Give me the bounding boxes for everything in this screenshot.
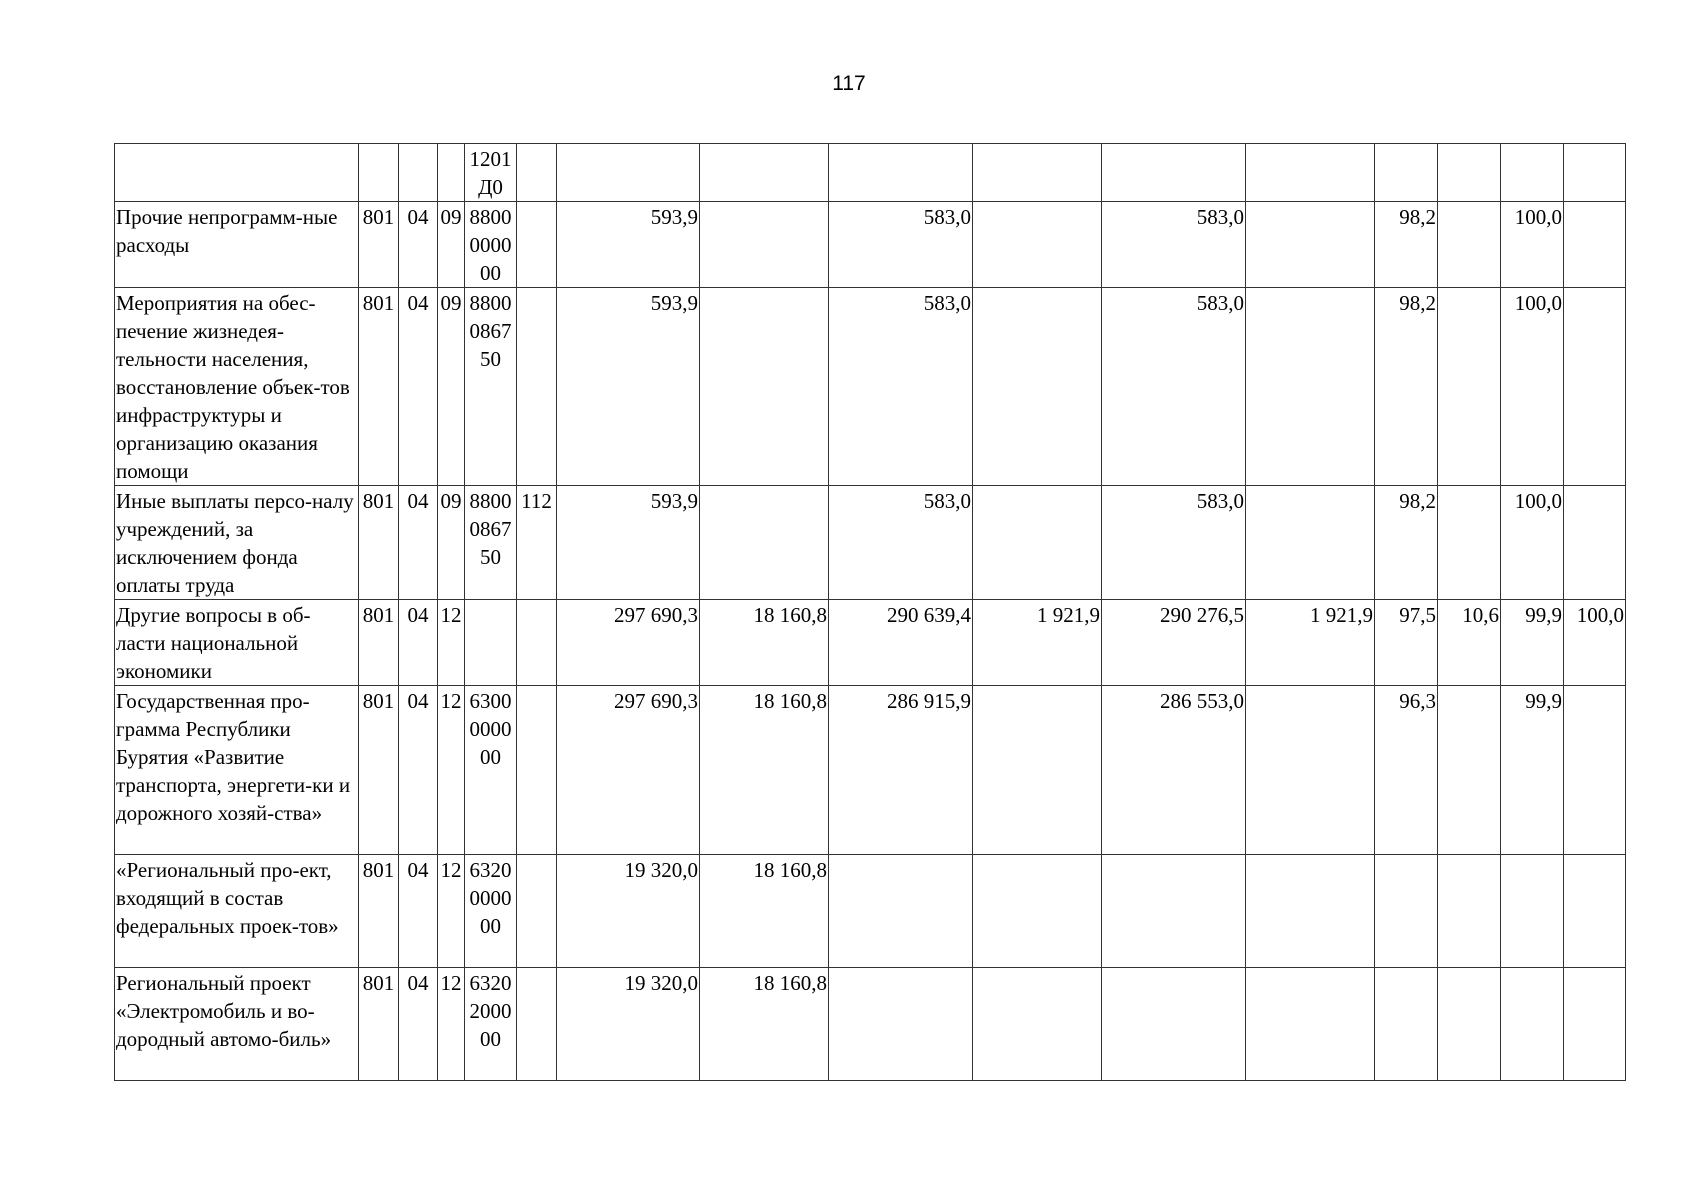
value-cell: 18 160,8: [700, 600, 829, 686]
value-cell: 583,0: [829, 486, 973, 600]
expense-type-code: [517, 855, 557, 968]
value-cell: 593,9: [557, 288, 700, 486]
value-cell: [1246, 202, 1375, 288]
row-name: «Региональный про-ект, входящий в состав федеральных проек-тов»: [115, 855, 359, 968]
value-cell: [1246, 686, 1375, 855]
percent-cell: [1564, 144, 1626, 202]
percent-cell: [1375, 144, 1438, 202]
expense-type-code: [517, 144, 557, 202]
ved-code: [359, 144, 399, 202]
percent-cell: [1438, 288, 1501, 486]
value-cell: 290 276,5: [1102, 600, 1246, 686]
value-cell: 583,0: [1102, 202, 1246, 288]
section-code: 04: [399, 202, 438, 288]
value-cell: [1246, 968, 1375, 1081]
target-article-code: 8800086750: [465, 288, 517, 486]
subsection-code: 09: [438, 202, 465, 288]
value-cell: [973, 855, 1102, 968]
row-name: Мероприятия на обес-печение жизнедея-тельности населения, восстановление объек-тов инфраструктуры и организацию оказания помощи: [115, 288, 359, 486]
value-cell: [973, 686, 1102, 855]
subsection-code: 12: [438, 968, 465, 1081]
percent-cell: [1438, 968, 1501, 1081]
table-row: [115, 486, 1626, 600]
percent-cell: [1375, 855, 1438, 968]
percent-cell: [1564, 486, 1626, 600]
value-cell: 18 160,8: [700, 968, 829, 1081]
section-code: 04: [399, 968, 438, 1081]
value-cell: 19 320,0: [557, 968, 700, 1081]
table-row: [115, 144, 1626, 202]
value-cell: [829, 855, 973, 968]
value-cell: 593,9: [557, 486, 700, 600]
value-cell: 1 921,9: [1246, 600, 1375, 686]
expense-type-code: [517, 202, 557, 288]
value-cell: [1102, 968, 1246, 1081]
value-cell: 583,0: [1102, 288, 1246, 486]
value-cell: [973, 288, 1102, 486]
value-cell: 286 553,0: [1102, 686, 1246, 855]
table-row: [115, 968, 1626, 1081]
target-article-code: 6320000000: [465, 855, 517, 968]
percent-cell: [1438, 202, 1501, 288]
percent-cell: 100,0: [1564, 600, 1626, 686]
percent-cell: 99,9: [1501, 686, 1564, 855]
ved-code: 801: [359, 968, 399, 1081]
value-cell: [829, 144, 973, 202]
row-name: Другие вопросы в об-ласти национальной экономики: [115, 600, 359, 686]
ved-code: 801: [359, 855, 399, 968]
row-name: [115, 144, 359, 202]
target-article-code: 8800086750: [465, 486, 517, 600]
ved-code: 801: [359, 600, 399, 686]
subsection-code: 12: [438, 686, 465, 855]
expense-type-code: [517, 968, 557, 1081]
value-cell: 593,9: [557, 202, 700, 288]
value-cell: [1102, 855, 1246, 968]
value-cell: [973, 968, 1102, 1081]
expense-type-code: 112: [517, 486, 557, 600]
value-cell: 19 320,0: [557, 855, 700, 968]
section-code: 04: [399, 486, 438, 600]
value-cell: [973, 486, 1102, 600]
row-name: Государственная про-грамма Республики Бурятия «Развитие транспорта, энергети-ки и дорожного хозяй-ства»: [115, 686, 359, 855]
percent-cell: 98,2: [1375, 486, 1438, 600]
value-cell: 583,0: [1102, 486, 1246, 600]
value-cell: [1246, 486, 1375, 600]
table-row: [115, 686, 1626, 855]
percent-cell: 100,0: [1501, 486, 1564, 600]
target-article-code: [465, 600, 517, 686]
ved-code: 801: [359, 686, 399, 855]
subsection-code: 12: [438, 600, 465, 686]
percent-cell: [1564, 202, 1626, 288]
percent-cell: 96,3: [1375, 686, 1438, 855]
percent-cell: [1438, 486, 1501, 600]
percent-cell: [1438, 855, 1501, 968]
expense-type-code: [517, 600, 557, 686]
value-cell: [973, 144, 1102, 202]
ved-code: 801: [359, 202, 399, 288]
value-cell: 1 921,9: [973, 600, 1102, 686]
section-code: 04: [399, 288, 438, 486]
value-cell: 297 690,3: [557, 686, 700, 855]
percent-cell: 100,0: [1501, 202, 1564, 288]
percent-cell: 100,0: [1501, 288, 1564, 486]
percent-cell: [1501, 968, 1564, 1081]
page-number: 117: [832, 72, 866, 95]
budget-table: [114, 143, 1626, 1081]
table-row: [115, 202, 1626, 288]
percent-cell: 97,5: [1375, 600, 1438, 686]
percent-cell: 98,2: [1375, 202, 1438, 288]
percent-cell: [1438, 686, 1501, 855]
value-cell: 18 160,8: [700, 855, 829, 968]
value-cell: [1246, 855, 1375, 968]
table-row: [115, 600, 1626, 686]
row-name: Иные выплаты персо-налу учреждений, за исключением фонда оплаты труда: [115, 486, 359, 600]
percent-cell: [1501, 144, 1564, 202]
subsection-code: 09: [438, 288, 465, 486]
percent-cell: 10,6: [1438, 600, 1501, 686]
table-row: [115, 288, 1626, 486]
target-article-code: 6320200000: [465, 968, 517, 1081]
target-article-code: 6300000000: [465, 686, 517, 855]
value-cell: [1102, 144, 1246, 202]
value-cell: 18 160,8: [700, 686, 829, 855]
value-cell: 583,0: [829, 288, 973, 486]
value-cell: [700, 202, 829, 288]
value-cell: [1246, 144, 1375, 202]
percent-cell: [1564, 686, 1626, 855]
expense-type-code: [517, 288, 557, 486]
percent-cell: [1375, 968, 1438, 1081]
value-cell: 286 915,9: [829, 686, 973, 855]
row-name: Прочие непрограмм-ные расходы: [115, 202, 359, 288]
subsection-code: [438, 144, 465, 202]
percent-cell: [1501, 855, 1564, 968]
target-article-code: 1201Д0: [465, 144, 517, 202]
subsection-code: 12: [438, 855, 465, 968]
section-code: 04: [399, 686, 438, 855]
value-cell: [1246, 288, 1375, 486]
value-cell: [700, 486, 829, 600]
section-code: 04: [399, 600, 438, 686]
expense-type-code: [517, 686, 557, 855]
value-cell: [973, 202, 1102, 288]
value-cell: [829, 968, 973, 1081]
value-cell: 297 690,3: [557, 600, 700, 686]
row-name: Региональный проект «Электромобиль и во-дородный автомо-биль»: [115, 968, 359, 1081]
value-cell: 290 639,4: [829, 600, 973, 686]
value-cell: 583,0: [829, 202, 973, 288]
section-code: 04: [399, 855, 438, 968]
percent-cell: [1564, 288, 1626, 486]
percent-cell: 99,9: [1501, 600, 1564, 686]
section-code: [399, 144, 438, 202]
value-cell: [700, 144, 829, 202]
value-cell: [700, 288, 829, 486]
subsection-code: 09: [438, 486, 465, 600]
percent-cell: 98,2: [1375, 288, 1438, 486]
percent-cell: [1564, 855, 1626, 968]
ved-code: 801: [359, 486, 399, 600]
ved-code: 801: [359, 288, 399, 486]
percent-cell: [1438, 144, 1501, 202]
value-cell: [557, 144, 700, 202]
table-row: [115, 855, 1626, 968]
target-article-code: 8800000000: [465, 202, 517, 288]
percent-cell: [1564, 968, 1626, 1081]
